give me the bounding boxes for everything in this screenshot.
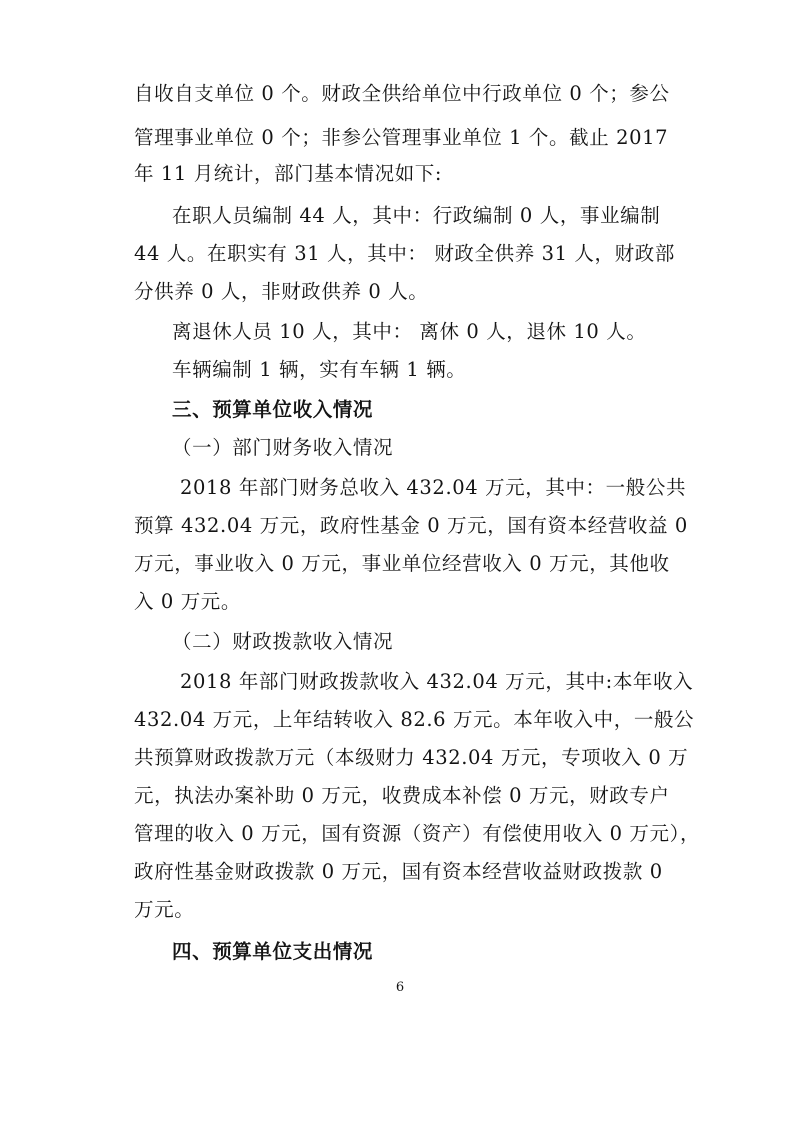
text-line: 入 0 万元。 bbox=[134, 590, 242, 613]
text-line: 年 11 月统计，部门基本情况如下: bbox=[134, 162, 443, 185]
text-line: 政府性基金财政拨款 0 万元，国有资本经营收益财政拨款 0 bbox=[134, 860, 663, 883]
section-heading: 三、预算单位收入情况 bbox=[172, 398, 374, 421]
text-line: 万元。 bbox=[134, 898, 195, 921]
subsection-heading: （一）部门财务收入情况 bbox=[172, 436, 394, 459]
page-number: 6 bbox=[395, 980, 405, 995]
text-line: 2018 年部门财务总收入 432.04 万元，其中：一般公共 bbox=[180, 476, 687, 499]
text-line: 在职人员编制 44 人，其中：行政编制 0 人，事业编制 bbox=[172, 204, 661, 227]
text-line: 分供养 0 人，非财政供养 0 人。 bbox=[134, 280, 429, 303]
text-line: 管理的收入 0 万元，国有资源（资产）有偿使用收入 0 万元）， bbox=[134, 822, 701, 845]
text-line: 车辆编制 1 辆，实有车辆 1 辆。 bbox=[172, 358, 467, 381]
text-line: 2018 年部门财政拨款收入 432.04 万元，其中:本年收入 bbox=[180, 670, 694, 693]
text-line: 预算 432.04 万元，政府性基金 0 万元，国有资本经营收益 0 bbox=[134, 514, 688, 537]
subsection-heading: （二）财政拨款收入情况 bbox=[172, 630, 394, 653]
text-line: 自收自支单位 0 个。财政全供给单位中行政单位 0 个；参公 bbox=[134, 82, 670, 105]
text-line: 离退休人员 10 人，其中： 离休 0 人，退休 10 人。 bbox=[172, 320, 647, 343]
text-line: 432.04 万元，上年结转收入 82.6 万元。本年收入中，一般公 bbox=[134, 708, 695, 731]
text-line: 共预算财政拨款万元（本级财力 432.04 万元，专项收入 0 万 bbox=[134, 746, 689, 769]
text-line: 万元，事业收入 0 万元，事业单位经营收入 0 万元，其他收 bbox=[134, 552, 670, 575]
section-heading: 四、预算单位支出情况 bbox=[172, 940, 374, 963]
text-line: 元，执法办案补助 0 万元，收费成本补偿 0 万元，财政专户 bbox=[134, 784, 670, 807]
text-line: 44 人。在职实有 31 人，其中： 财政全供养 31 人，财政部 bbox=[134, 242, 675, 265]
text-line: 管理事业单位 0 个；非参公管理事业单位 1 个。截止 2017 bbox=[134, 126, 669, 149]
